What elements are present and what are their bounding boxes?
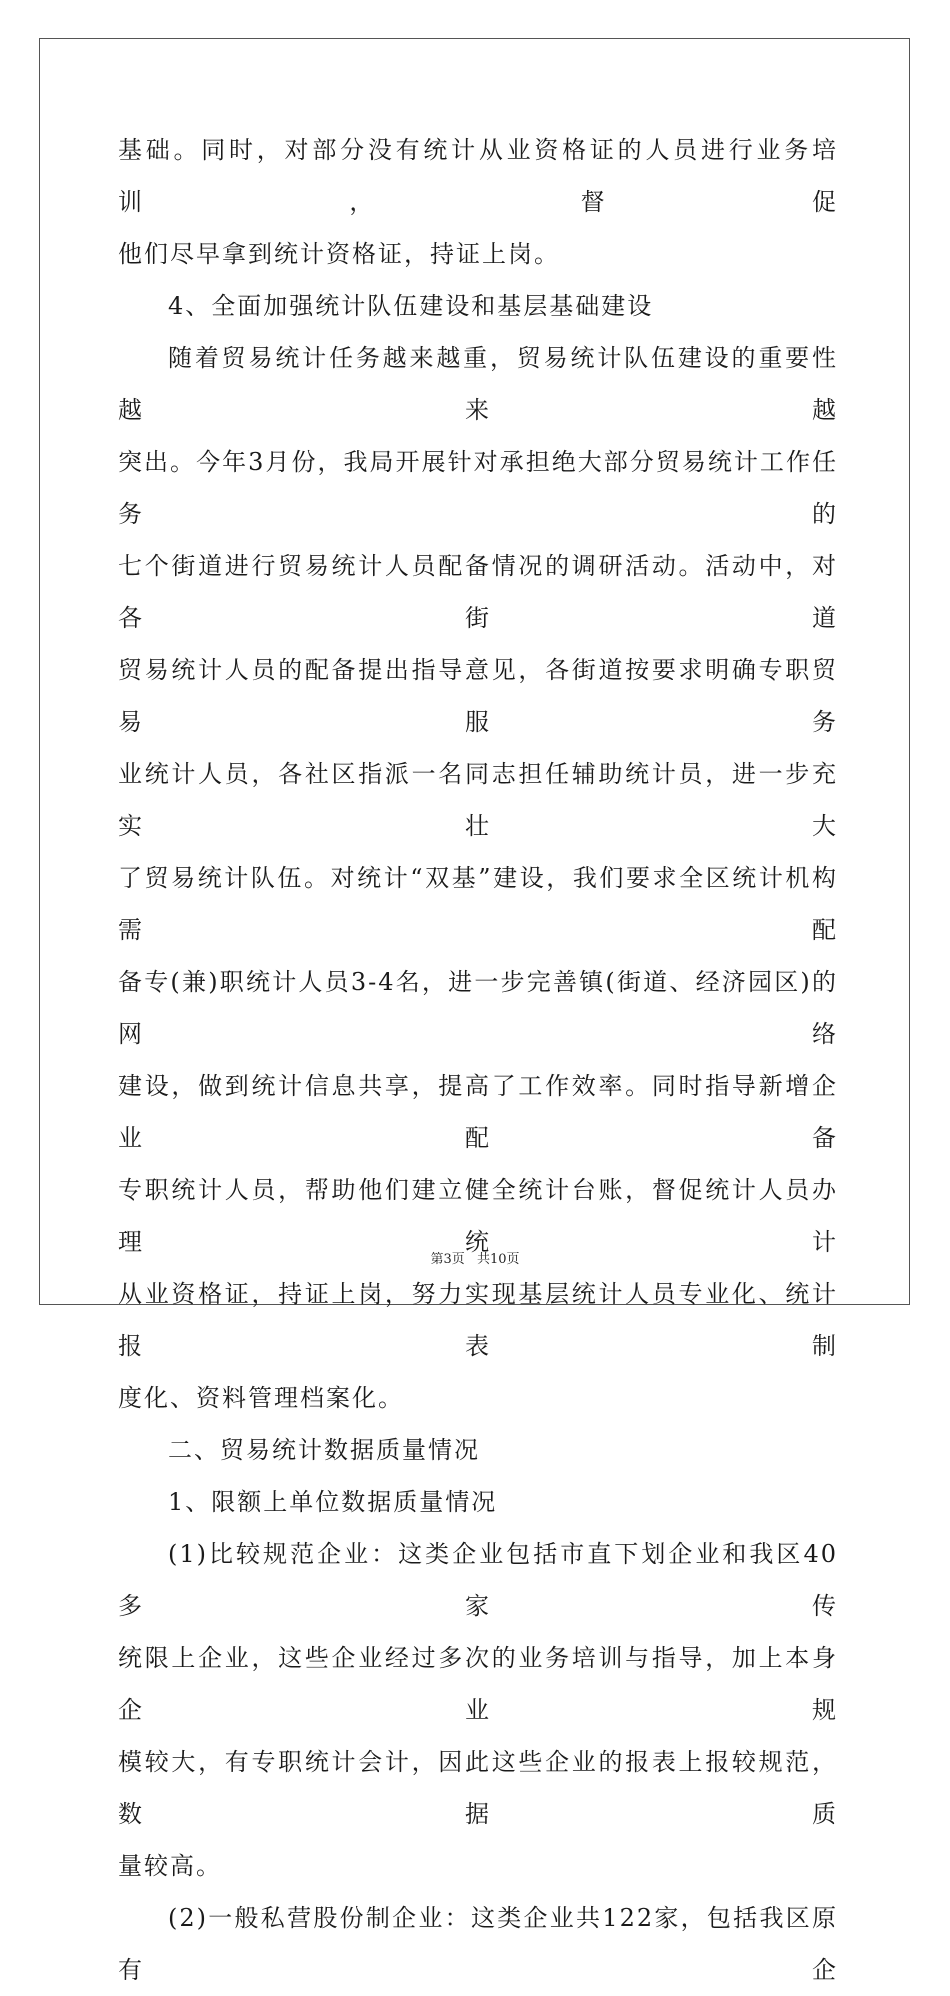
text-line: 突出。今年3月份，我局开展针对承担绝大部分贸易统计工作任务的 (118, 448, 838, 528)
text-line: (2)一般私营股份制企业：这类企业共122家，包括我区原有企 (118, 1904, 838, 1984)
page-total: 共10页 (476, 1252, 520, 1267)
text-line: 基础。同时，对部分没有统计从业资格证的人员进行业务培训，督促 (118, 136, 838, 216)
text-line: (1)比较规范企业：这类企业包括市直下划企业和我区40多家传 (118, 1540, 838, 1620)
text-line: 了贸易统计队伍。对统计“双基”建设，我们要求全区统计机构需配 (118, 864, 838, 944)
text-line: 专职统计人员，帮助他们建立健全统计台账，督促统计人员办理统计 (118, 1176, 838, 1256)
text-line: 模较大，有专职统计会计，因此这些企业的报表上报较规范，数据质 (118, 1748, 838, 1828)
text-line: 二、贸易统计数据质量情况 (168, 1436, 480, 1464)
text-line: 度化、资料管理档案化。 (118, 1384, 404, 1412)
text-line: 量较高。 (118, 1852, 222, 1880)
text-line: 建设，做到统计信息共享，提高了工作效率。同时指导新增企业配备 (118, 1072, 838, 1152)
text-line: 统限上企业，这些企业经过多次的业务培训与指导，加上本身企业规 (118, 1644, 838, 1724)
page-footer (0, 1248, 950, 1267)
text-line: 从业资格证，持证上岗，努力实现基层统计人员专业化、统计报表制 (118, 1280, 838, 1360)
text-line: 业统计人员，各社区指派一名同志担任辅助统计员，进一步充实壮大 (118, 760, 838, 840)
document-body (118, 124, 838, 1996)
text-line: 七个街道进行贸易统计人员配备情况的调研活动。活动中，对各街道 (118, 552, 838, 632)
text-line: 1、限额上单位数据质量情况 (168, 1488, 498, 1516)
text-line: 随着贸易统计任务越来越重，贸易统计队伍建设的重要性越来越 (118, 344, 838, 424)
page-number: 第3页 (430, 1252, 465, 1267)
text-line: 贸易统计人员的配备提出指导意见，各街道按要求明确专职贸易服务 (118, 656, 838, 736)
text-line: 备专(兼)职统计人员3-4名，进一步完善镇(街道、经济园区)的网络 (118, 968, 838, 1048)
text-line: 他们尽早拿到统计资格证，持证上岗。 (118, 240, 560, 268)
text-line: 4、全面加强统计队伍建设和基层基础建设 (168, 292, 654, 320)
